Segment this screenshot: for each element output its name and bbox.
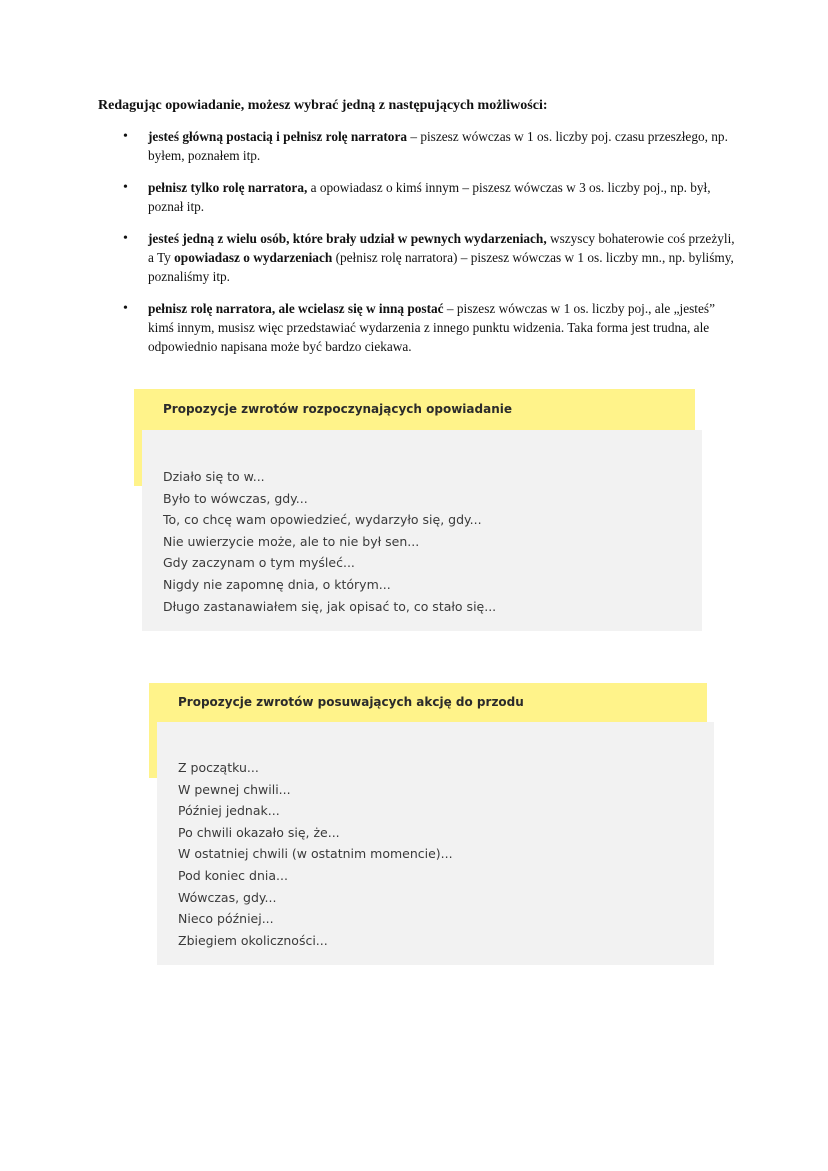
list-item — [115, 299, 735, 356]
list-item: Później jednak... — [178, 803, 280, 819]
bullet-bold: pełnisz rolę narratora, ale wcielasz się w inną postać — [148, 301, 444, 316]
list-item — [115, 178, 735, 216]
list-item: Wówczas, gdy... — [178, 889, 277, 905]
bullet-bold: pełnisz tylko rolę narratora, — [148, 180, 308, 195]
list-item: Nieco później... — [178, 911, 274, 927]
list-item: Zbiegiem okoliczności... — [178, 932, 328, 948]
intro-heading: Redagując opowiadanie, możesz wybrać jedną z następujących możliwości: — [98, 98, 548, 113]
opening-phrases-list — [163, 466, 496, 617]
bullet-icon: • — [123, 180, 128, 195]
bullet-text: a opowiadasz o kimś innym – piszesz wówczas w 3 os. liczby poj., np. był, poznał itp. — [148, 180, 711, 214]
list-item: Było to wówczas, gdy... — [163, 490, 308, 506]
card-title: Propozycje zwrotów rozpoczynających opowiadanie — [163, 402, 512, 416]
list-item: W pewnej chwili... — [178, 781, 291, 797]
list-item: To, co chcę wam opowiedzieć, wydarzyło się, gdy... — [163, 512, 482, 528]
action-phrases-list — [178, 757, 453, 951]
bullet-text: (pełnisz rolę narratora) – piszesz wówczas w 1 os. liczby mn., np. byliśmy, poznaliśmy itp. — [148, 250, 734, 284]
list-item: Działo się to w... — [163, 469, 265, 484]
bullet-text: – piszesz wówczas w 1 os. liczby poj., ale „jesteś” kimś innym, musisz więc przedstawiać wydarzenia z innego punktu widzenia. Taka forma jest trudna, ale odpowiednio napisana może być bardzo ciekawa. — [148, 301, 715, 354]
bullet-bold: jesteś główną postacią i pełnisz rolę narratora — [148, 129, 408, 144]
list-item: Z początku... — [178, 760, 259, 775]
list-item: Po chwili okazało się, że... — [178, 824, 340, 840]
list-item — [115, 127, 735, 165]
list-item: Pod koniec dnia... — [178, 867, 288, 883]
list-item: Nigdy nie zapomnę dnia, o którym... — [163, 576, 391, 592]
card-title: Propozycje zwrotów posuwających akcję do przodu — [178, 695, 524, 709]
bullet-bold: opowiadasz o wydarzeniach — [174, 250, 333, 265]
bullet-text: – piszesz wówczas w 1 os. liczby poj. czasu przeszłego, np. byłem, poznałem itp. — [148, 129, 728, 163]
bullet-icon: • — [123, 231, 128, 246]
bullet-icon: • — [123, 129, 128, 144]
list-item: Gdy zaczynam o tym myśleć... — [163, 555, 355, 571]
list-item: Nie uwierzycie może, ale to nie był sen... — [163, 533, 420, 549]
list-item — [115, 229, 735, 286]
bullet-text: wszyscy bohaterowie coś przeżyli, a Ty — [148, 231, 735, 265]
narration-options-list — [115, 127, 735, 356]
list-item: Długo zastanawiałem się, jak opisać to, co stało się... — [163, 598, 497, 614]
list-item: W ostatniej chwili (w ostatnim momencie)... — [178, 846, 453, 862]
bullet-bold: jesteś jedną z wielu osób, które brały udział w pewnych wydarzeniach, — [148, 231, 547, 246]
bullet-icon: • — [123, 301, 128, 316]
